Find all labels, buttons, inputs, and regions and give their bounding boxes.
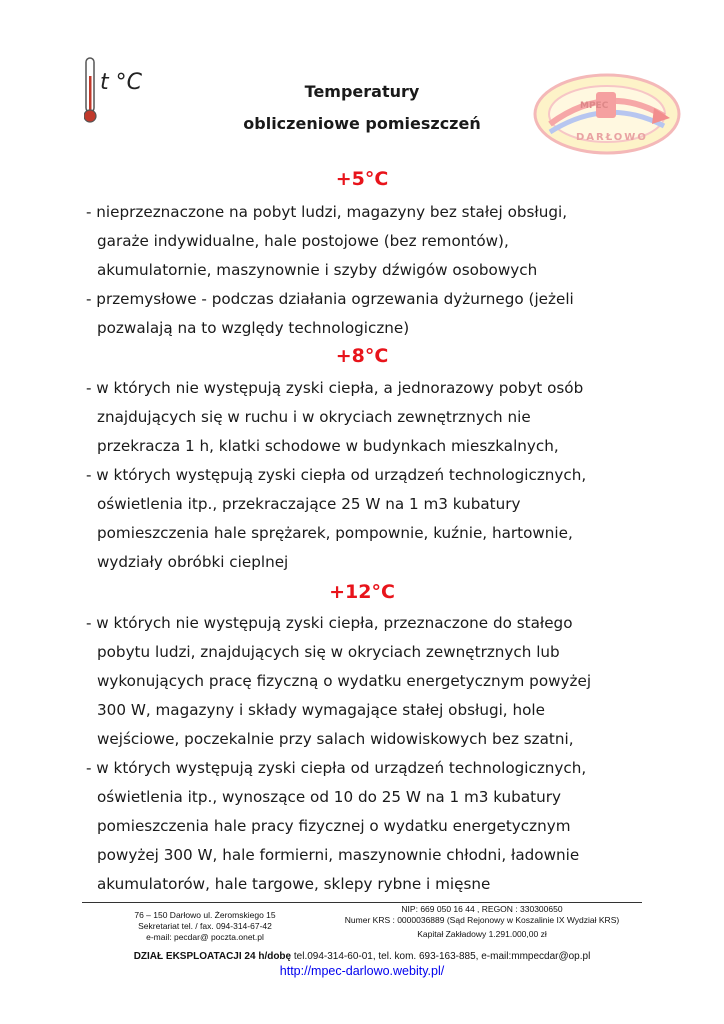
temperature-heading-5: +5°C bbox=[335, 168, 389, 190]
text-line: - w których nie występują zyski ciepła, a jednorazowy pobyt osób bbox=[86, 379, 584, 397]
footer-website-link[interactable]: http://mpec-darlowo.webity.pl/ bbox=[279, 964, 445, 978]
text-line: wykonujących pracę fizyczną o wydatku energetycznym powyżej bbox=[97, 672, 592, 690]
footer-registry-block bbox=[322, 904, 642, 940]
section-8-text bbox=[86, 374, 646, 577]
thermometer-label: t °C bbox=[100, 70, 142, 95]
footer-address-block bbox=[100, 910, 310, 943]
temperature-heading-8: +8°C bbox=[335, 345, 389, 367]
text-line: - w których występują zyski ciepła od urządzeń technologicznych, bbox=[86, 759, 587, 777]
text-line: pobytu ludzi, znajdujących się w okryciach zewnętrznych lub bbox=[97, 643, 560, 661]
mpec-logo bbox=[532, 72, 682, 156]
text-line: 300 W, magazyny i składy wymagające stałej obsługi, hole bbox=[97, 701, 545, 719]
footer-address: 76 – 150 Darłowo ul. Żeromskiego 15 bbox=[134, 910, 276, 920]
logo-text-bottom: DARŁOWO bbox=[576, 132, 648, 143]
text-line: pomieszczenia hale pracy fizycznej o wydatku energetycznym bbox=[97, 817, 571, 835]
text-line: oświetlenia itp., wynoszące od 10 do 25 W na 1 m3 kubatury bbox=[97, 788, 561, 806]
text-line: - w których nie występują zyski ciepła, przeznaczone do stałego bbox=[86, 614, 573, 632]
text-line: - nieprzeznaczone na pobyt ludzi, magazyny bez stałej obsługi, bbox=[86, 203, 568, 221]
document-subtitle: obliczeniowe pomieszczeń bbox=[243, 114, 481, 133]
footer-dept-label: DZIAŁ EKSPLOATACJI 24 h/dobę bbox=[133, 951, 292, 962]
text-line: wejściowe, poczekalnie przy salach widowiskowych bez szatni, bbox=[97, 730, 574, 748]
footer-krs: Numer KRS : 0000036889 (Sąd Rejonowy w Koszalinie IX Wydział KRS) bbox=[344, 914, 620, 925]
footer-email: e-mail: pecdar@ poczta.onet.pl bbox=[146, 932, 264, 942]
text-line: akumulatorów, hale targowe, sklepy rybne i mięsne bbox=[97, 875, 491, 893]
footer-secretariat: Sekretariat tel. / fax. 094-314-67-42 bbox=[138, 921, 272, 931]
text-line: - w których występują zyski ciepła od urządzeń technologicznych, bbox=[86, 466, 587, 484]
text-line: wydziały obróbki cieplnej bbox=[97, 553, 289, 571]
text-line: akumulatornie, maszynownie i szyby dźwigów osobowych bbox=[97, 261, 538, 279]
document-title: Temperatury bbox=[304, 82, 420, 101]
footer-capital: Kapitał Zakładowy 1.291.000,00 zł bbox=[417, 929, 547, 939]
text-line: - przemysłowe - podczas działania ogrzewania dyżurnego (jeżeli bbox=[86, 290, 574, 308]
text-line: przekracza 1 h, klatki schodowe w budynkach mieszkalnych, bbox=[97, 437, 559, 455]
footer-divider bbox=[82, 902, 642, 903]
section-12-text bbox=[86, 609, 646, 899]
temperature-heading-12: +12°C bbox=[329, 581, 395, 603]
text-line: garaże indywidualne, hale postojowe (bez remontów), bbox=[97, 232, 509, 250]
text-line: znajdujących się w ruchu i w okryciach zewnętrznych nie bbox=[97, 408, 531, 426]
text-line: powyżej 300 W, hale formierni, maszynownie chłodni, ładownie bbox=[97, 846, 580, 864]
text-line: pozwalają na to względy technologiczne) bbox=[97, 319, 410, 337]
footer-department bbox=[82, 951, 642, 962]
logo-text-top: MPEC bbox=[580, 101, 609, 111]
footer-nip-regon: NIP: 669 050 16 44 , REGON : 330300650 bbox=[401, 904, 563, 914]
text-line: oświetlenia itp., przekraczające 25 W na 1 m3 kubatury bbox=[97, 495, 521, 513]
footer-dept-contact: tel.094-314-60-01, tel. kom. 693-163-885, e-mail:mmpecdar@op.pl bbox=[293, 951, 591, 962]
text-line: pomieszczenia hale sprężarek, pompownie, kuźnie, hartownie, bbox=[97, 524, 573, 542]
section-5-text bbox=[86, 198, 646, 343]
